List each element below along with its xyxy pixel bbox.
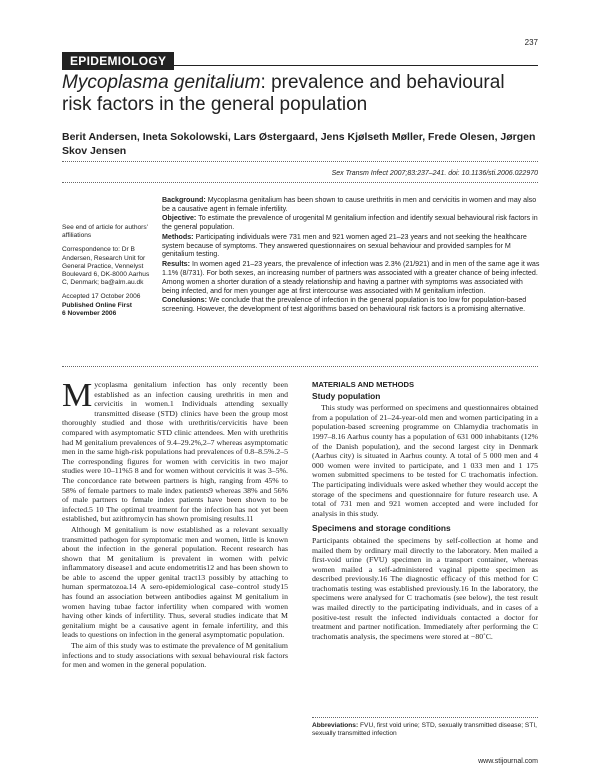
subheading-study-population: Study population xyxy=(312,390,381,401)
text: ycoplasma genitalium infection has only recently been established as an infection causing urethritis in men and cervicitis in women.1 Individuals attending sexually transmitted disease (STD) clinics have been the group most thoroughly studied and those with urethritis/cervicitis have been compared with asymptomatic STD clinic attendees. Men with urethritis had M genitalium prevalences of 9.4–29.2%,2–7 whereas asymptomatic men in the same high-risk populations had prevalences of 0.8–8.5%.2–5 The corresponding figures for women with cervicitis in two major studies were 10–11%5 8 and for women without cervicitis it was 3–5%. The concordance rate between partners is high, ranging from 45% to 58% of female partners to male index patients9 whereas 38% and 56% of male partners to female index patients have been shown to be infected.5 10 The optimal treatment for the infection has not yet been established, but azithromycin has shown promising results.11 xyxy=(62,380,288,524)
text: In women aged 21–23 years, the prevalence of infection was 2.3% (21/921) and in men of the same age it was 1.1% (8/731). For both sexes, an increasing number of partners was associated with a greater chance of being infected. Among women a shorter duration of a steady relationship and having a partner with symptoms was associated with being infected, and for men younger age at first intercourse was associated with M genitalium infection. xyxy=(162,259,540,295)
accepted-date: Accepted 17 October 2006 xyxy=(62,293,141,301)
citation: Sex Transm Infect 2007;83:237–241. doi: 10.1136/sti.2006.022970 xyxy=(331,170,538,177)
title-italic: Mycoplasma genitalium xyxy=(62,72,261,93)
intro-paragraph-3: The aim of this study was to estimate the prevalence of M genitalium infections and to study associations with sexual behavioural risk factors for men and women in the general population. xyxy=(62,641,288,670)
label: Conclusions: xyxy=(162,295,207,304)
abbreviations-text: FVU, first void urine; STD, sexually transmitted disease; STI, sexually transmitted infection xyxy=(312,722,538,738)
subheading-specimens: Specimens and storage conditions xyxy=(312,523,451,534)
divider xyxy=(62,366,538,367)
affiliations-note: See end of article for authors' affiliations xyxy=(62,224,148,240)
drop-cap: M xyxy=(62,377,93,414)
abstract-methods xyxy=(162,233,540,260)
label: Results: xyxy=(162,259,190,268)
abstract-conclusions xyxy=(162,296,540,314)
section-label: EPIDEMIOLOGY xyxy=(62,52,174,70)
label: Background: xyxy=(162,196,206,204)
intro-paragraph-2: Although M genitalium is now established as a relevant sexually transmitted pathogen for symptomatic men and women, little is known about the infection in the general population. Recent research has shown that M genitalium is prevalent in women with pelvic inflammatory disease1 and acute endometritis12 and has been shown to be able to ascend the upper genital tract13 possibly by attaching to human spermatozoa.14 A sero-epidemiological case–control study15 has found an association between antibodies against M genitalium in women having tubae factor infertility when compared with women having other kinds of infertility. Thus, several studies indicate that M genitalium might be a causative agent in female infertility, and this leads to questions on infection in the general asymptomatic population. xyxy=(62,524,288,640)
divider xyxy=(62,161,538,162)
abstract-background xyxy=(162,196,540,214)
author-list: Berit Andersen, Ineta Sokolowski, Lars Østergaard, Jens Kjølseth Møller, Frede Olesen, Jørgen Skov Jensen xyxy=(62,131,536,157)
title-rest: : prevalence and behavioural risk factors in the general population xyxy=(62,72,505,115)
divider xyxy=(312,717,538,718)
right-column xyxy=(312,380,538,642)
abbreviations xyxy=(312,722,538,738)
left-column xyxy=(62,377,288,671)
label: Methods: xyxy=(162,232,194,241)
sidebar-notes xyxy=(62,224,154,324)
text: To estimate the prevalence of urogenital M genitalium infection and identify sexual behavioural risk factors in the general population. xyxy=(162,214,538,232)
label: Objective: xyxy=(162,214,197,223)
abstract-objective xyxy=(162,214,540,232)
text: Mycoplasma genitalium has been shown to cause urethritis in men and cervicitis in women and may also be a causative agent in female infertility. xyxy=(162,196,537,213)
methods-paragraph-1: This study was performed on specimens and questionnaires obtained from a population of 21–24-year-old men and women participating in a population-based screening programme on Chlamydia trachomatis in 1997–8.16 Aarhus county has a population of 631 000 inhabitants (12% of the Danish population), and the second largest city in Denmark (Aarhus city) is situated in Aarhus county. A total of 5 000 men and 4 000 women were invited to participate, and 1 033 men and 1 175 women submitted specimens to be tested for C trachomatis infection. The participating individuals were asked whether they would accept the storage of the specimens and questionnaire for future research use. A total of 731 men and 921 women accepted and were included for analysis in this study. xyxy=(312,403,538,518)
page-number: 237 xyxy=(524,38,538,47)
correspondence-note: Correspondence to: Dr B Andersen, Research Unit for General Practice, Vennelyst Boulevard 6, DK-8000 Aarhus C, Denmark; ba@alm.au.dk xyxy=(62,246,150,287)
text: Participating individuals were 731 men and 921 women aged 21–23 years and not seeking the healthcare system because of symptoms. They answered questionnaires on sexual behaviour and provided samples for M genitalium testing. xyxy=(162,232,527,259)
published-label: Published Online First xyxy=(62,301,132,309)
dates-note xyxy=(62,293,154,318)
abstract xyxy=(162,196,540,314)
text: We conclude that the prevalence of infection in the general population is too low for population-based screening. However, the development of test algorithms based on behavioural risk factors is a promising alternative. xyxy=(162,295,527,313)
intro-paragraph-1 xyxy=(62,377,288,524)
methods-paragraph-2: Participants obtained the specimens by self-collection at home and mailed them by ordinary mail directly to the laboratory. Men mailed a first-void urine (FVU) specimen in a transport container, whereas women mailed a self-administered vaginal pipette specimen as described previously.16 The diagnostic efficacy of this method for C trachomatis testing was established previously.16 In the laboratory, the specimens were analysed for C trachomatis (see below), the test result was mailed directly to the participating individuals, and in cases of a positive-test result the infected individuals contacted a doctor for treatment and partner notification. Immediately after performing the C trachomatis analysis, the specimens were stored at −80˚C. xyxy=(312,535,538,641)
section-rule xyxy=(62,65,538,66)
section-heading: MATERIALS AND METHODS xyxy=(312,380,415,389)
divider xyxy=(62,182,538,183)
abstract-results xyxy=(162,260,540,296)
abbreviations-label: Abbreviations: xyxy=(312,722,359,729)
journal-url[interactable]: www.stijournal.com xyxy=(478,758,538,765)
published-date: 6 November 2006 xyxy=(62,309,117,317)
article-title xyxy=(62,72,538,116)
